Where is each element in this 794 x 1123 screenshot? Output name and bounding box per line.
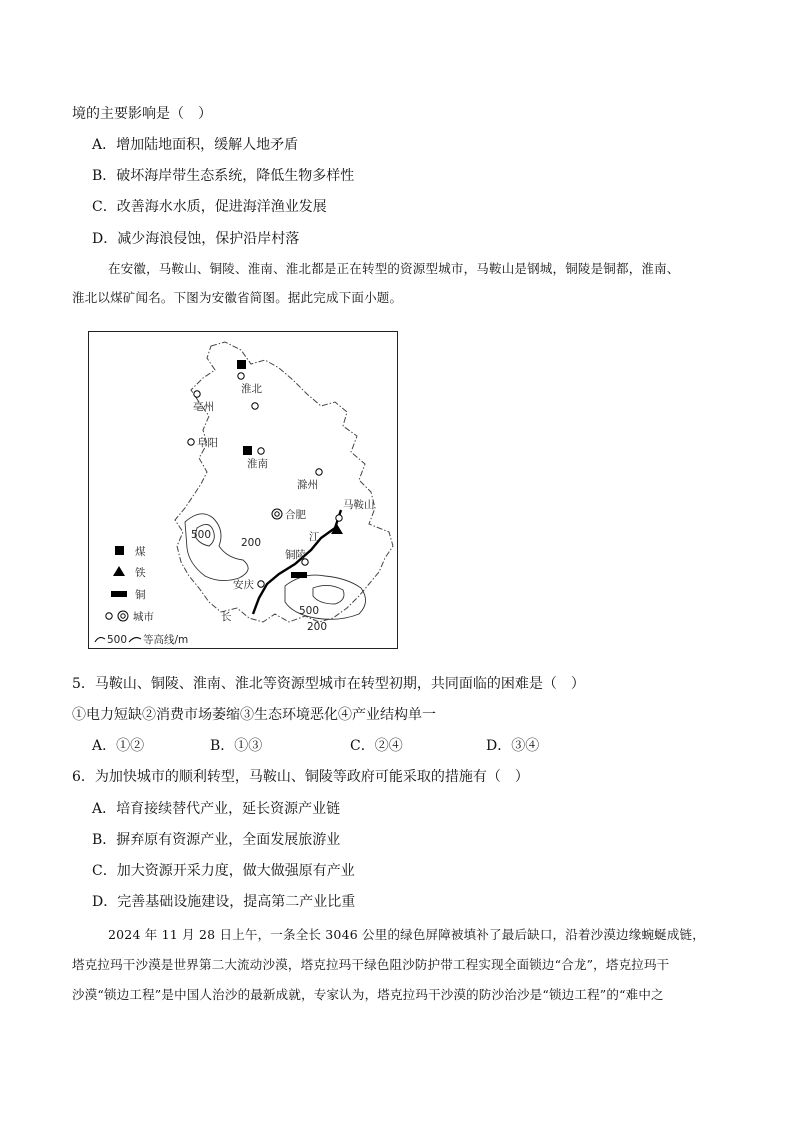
- q5-option-c[interactable]: C．②④: [350, 738, 403, 754]
- q6-stem: 6．为加快城市的顺利转型，马鞍山、铜陵等政府可能采取的措施有（ ）: [72, 769, 529, 785]
- passage2-line1: 2024 年 11 月 28 日上午，一条全长 3046 公里的绿色屏障被填补了最后缺口，沿着沙漠边缘蜿蜒成链，: [108, 927, 705, 942]
- legend-city-label: 城市: [133, 611, 154, 623]
- city-dot-fuyang: [188, 439, 194, 445]
- anhui-map-svg: [89, 332, 399, 650]
- anhui-map: [88, 331, 398, 649]
- contour-value-west-500: 500: [191, 529, 212, 541]
- passage1-line2: 淮北以煤矿闻名。下图为安徽省简图。据此完成下面小题。: [72, 290, 403, 305]
- river-char-chang: 长: [221, 611, 232, 623]
- legend-contour-value: 500: [107, 634, 128, 646]
- copper-symbol-tongling: [291, 572, 307, 578]
- contour-value-west-200: 200: [241, 537, 262, 549]
- city-label-tongling: 铜陵: [285, 549, 306, 561]
- province-boundary: [175, 342, 393, 622]
- contour-value-south-500: 500: [299, 605, 320, 617]
- legend-coal-label: 煤: [135, 546, 146, 558]
- city-label-huainan: 淮南: [247, 458, 268, 470]
- river-char-jiang: 江: [309, 531, 320, 543]
- passage1-line1: 在安徽，马鞍山、铜陵、淮南、淮北都是正在转型的资源型城市，马鞍山是钢城，铜陵是铜都，淮南、: [108, 261, 680, 276]
- q6-option-c[interactable]: C．加大资源开采力度，做大做强原有产业: [92, 863, 355, 879]
- coal-symbol-huainan: [243, 446, 252, 455]
- passage2-line3: 沙漠“锁边工程”是中国人治沙的最新成就，专家认为，塔克拉玛干沙漠的防沙治沙是“锁边工程”的“难中之: [72, 987, 664, 1002]
- city-dot-huaibei-south: [252, 403, 258, 409]
- contour-value-south-200: 200: [307, 621, 328, 633]
- q5-option-d[interactable]: D．③④: [486, 738, 540, 754]
- contour-south-inner: [313, 585, 344, 604]
- city-dot-huainan: [258, 448, 264, 454]
- contour-west-outer: [185, 514, 248, 581]
- legend-copper-label: 铜: [135, 589, 146, 601]
- legend-contour-label: 等高线/m: [143, 634, 189, 646]
- city-label-anqing: 安庆: [233, 579, 254, 591]
- q5-option-b[interactable]: B．①③: [210, 738, 263, 754]
- city-label-hefei: 合肥: [285, 509, 306, 521]
- legend-city-icon: [106, 613, 112, 619]
- legend-iron-icon: [113, 566, 125, 576]
- coal-symbol-huaibei: [237, 360, 246, 369]
- contour-south-outer: [285, 575, 366, 619]
- q4-option-a[interactable]: A．增加陆地面积，缓解人地矛盾: [92, 137, 299, 153]
- q5-option-a[interactable]: A．①②: [92, 738, 145, 754]
- legend-contour-line-1: [95, 638, 105, 642]
- city-dot-huaibei: [238, 373, 244, 379]
- q6-option-b[interactable]: B．摒弃原有资源产业，全面发展旅游业: [92, 832, 341, 848]
- q6-option-d[interactable]: D．完善基础设施建设，提高第二产业比重: [92, 894, 356, 910]
- city-label-maanshan: 马鞍山: [343, 499, 375, 511]
- passage2-line2: 塔克拉玛干沙漠是世界第二大流动沙漠，塔克拉玛干绿色阻沙防护带工程实现全面锁边“合龙”，塔克拉玛干: [72, 957, 670, 972]
- city-label-chuzhou: 滁州: [297, 479, 318, 491]
- capital-inner-hefei: [275, 512, 279, 516]
- q5-statements: ①电力短缺②消费市场萎缩③生态环境恶化④产业结构单一: [72, 707, 436, 723]
- city-dot-bozhou: [194, 391, 200, 397]
- legend-iron-label: 铁: [135, 567, 146, 579]
- q4-option-c[interactable]: C．改善海水水质，促进海洋渔业发展: [92, 199, 327, 215]
- city-label-bozhou: 亳州: [193, 401, 214, 413]
- city-label-fuyang: 阜阳: [197, 437, 218, 449]
- q5-stem: 5．马鞍山、铜陵、淮南、淮北等资源型城市在转型初期，共同面临的困难是（ ）: [72, 676, 585, 692]
- city-label-huaibei: 淮北: [241, 383, 262, 395]
- yangtze-river: [253, 510, 341, 614]
- q4-stem-end: 境的主要影响是（ ）: [72, 106, 212, 122]
- legend-contour-line-2: [129, 638, 141, 642]
- q4-option-d[interactable]: D．减少海浪侵蚀，保护沿岸村落: [92, 231, 300, 247]
- city-dot-maanshan: [336, 515, 342, 521]
- legend-capital-inner: [121, 614, 125, 618]
- q6-option-a[interactable]: A．培育接续替代产业，延长资源产业链: [92, 801, 341, 817]
- legend-copper-icon: [111, 591, 127, 597]
- q4-option-b[interactable]: B．破坏海岸带生态系统，降低生物多样性: [92, 168, 355, 184]
- city-dot-chuzhou: [316, 469, 322, 475]
- city-dot-anqing: [258, 581, 264, 587]
- legend-coal-icon: [115, 546, 124, 555]
